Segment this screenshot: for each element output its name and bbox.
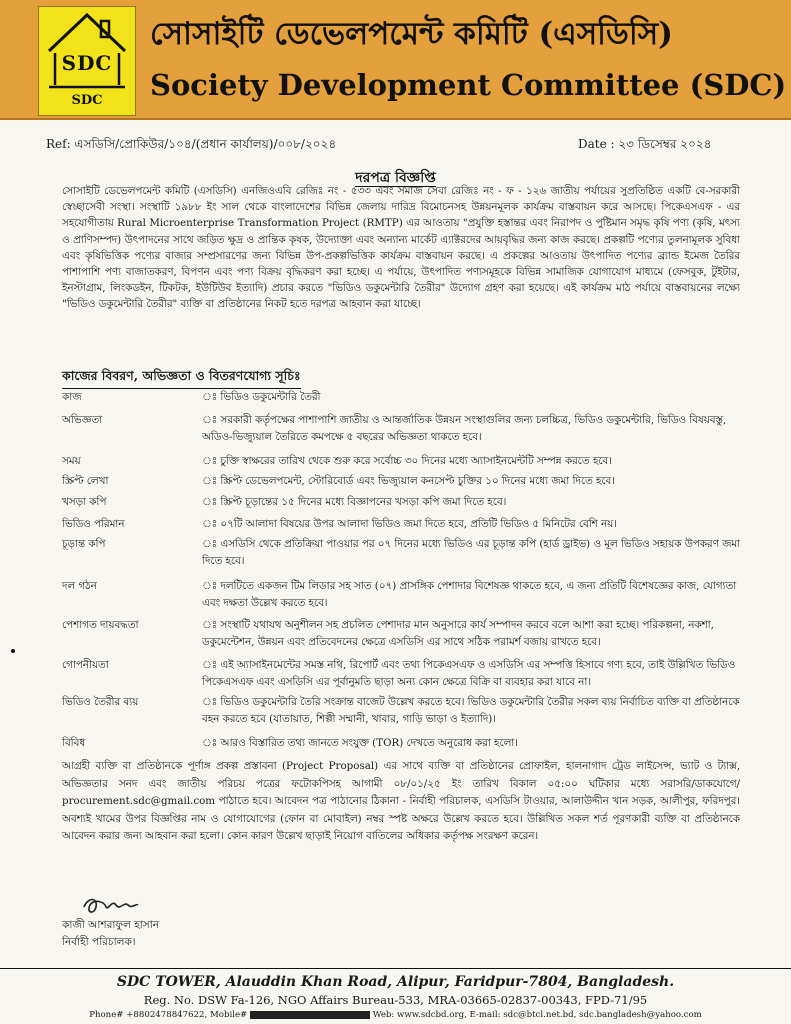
sdc-logo bbox=[38, 6, 136, 116]
spec-value: ঃ স্ক্রিপ্ট চূড়ান্তের ১৫ দিনের মধ্যে বিজ্ঞাপনের খসড়া কপি জমা দিতে হবে। bbox=[202, 496, 507, 508]
spec-label: দল গঠন bbox=[62, 580, 97, 592]
margin-mark bbox=[11, 649, 15, 653]
spec-value: ঃ সরকারী কর্তৃপক্ষের পাশাপাশি জাতীয় ও আন্তর্জাতিক উন্নয়ন সংস্থাগুলির জন্য চলচ্চিত্র, ভিডিও ডকুমেন্টারি, ভিডিও বিষয়বস্তু, অডিও-ভিজ্যুয়াল তৈরিতে কমপক্ষে ৫ বছরের অভিজ্ঞতা থাকতে হবে। bbox=[202, 414, 727, 443]
signatory-name: কাজী আশরাফুল হাসান bbox=[62, 919, 160, 931]
logo-caption: SDC bbox=[71, 93, 103, 108]
org-name-english: Society Development Committee (SDC) bbox=[150, 68, 787, 102]
spec-label: ভিডিও তৈরীর ব্যয় bbox=[62, 696, 139, 708]
logo-text: SDC bbox=[61, 51, 113, 75]
footer-web-email: Web: www.sdcbd.org, E-mail: sdc@btcl.net.bd, sdc.bangladesh@yahoo.com bbox=[372, 1010, 702, 1020]
spec-value: ঃ ভিডিও ডকুমেন্টারি তৈরি সংক্রান্ত বাজেট উল্লেখ করতে হবে। ভিডিও ডকুমেন্টারি তৈরীর সকল ব্যয় নির্বাচিত ব্যক্তি বা প্রতিষ্ঠানকে বহন করতে হবে (যাতায়াত, শিল্পী সম্মানী, খাবার, গাড়ি ভাড়া ও ইত্যাদি)। bbox=[202, 696, 740, 725]
spec-label: খসড়া কপি bbox=[62, 496, 107, 508]
spec-value: ঃ ০৭টি আলাদা বিষয়ের উপর আলাদা ভিডিও জমা দিতে হবে, প্রতিটি ভিডিও ৫ মিনিটের বেশি নয়। bbox=[202, 518, 617, 530]
org-name-bangla: সোসাইটি ডেভেলপমেন্ট কমিটি (এসডিসি) bbox=[150, 16, 673, 52]
section-title: কাজের বিবরণ, অভিজ্ঞতা ও বিতরণযোগ্য সূচিঃ bbox=[62, 368, 301, 389]
spec-label: কাজ bbox=[62, 391, 82, 403]
reference-number: Ref: এসডিসি/প্রোকিউর/১০৪/(প্রধান কার্যালয়)/০০৮/২০২৪ bbox=[46, 137, 337, 151]
issue-date: Date : ২৩ ডিসেম্বর ২০২৪ bbox=[578, 137, 712, 151]
signatory-title: নির্বাহী পরিচালক। bbox=[62, 936, 136, 948]
spec-label: অভিজ্ঞতা bbox=[62, 414, 103, 426]
footer-divider bbox=[0, 968, 791, 969]
spec-label: চূড়ান্ত কপি bbox=[62, 538, 106, 550]
spec-value: ঃ এই অ্যাসাইনমেন্টের সমস্ত নথি, রিপোর্ট এবং তথ্য পিকেএসএফ ও এসডিসি এর সম্পত্তি হিসাবে গণ্য হবে, তাই উল্লিখিত ভিডিও পিকেএসএফ এবং এসডিসি এর পূর্বানুমতি ছাড়া অন্য কোন ক্ষেত্রে বিক্রি বা ব্যবহার করা যাবে না। bbox=[202, 659, 736, 688]
spec-label: গোপনীয়তা bbox=[62, 659, 109, 671]
spec-value: ঃ সংস্থাটি যথাযথ অনুশীলন সহ প্রচলিত পেশাদার মান অনুসারে কার্য সম্পাদন করবে বলে আশা করা হচ্ছে। পরিকল্পনা, নকশা, ডকুমেন্টেশন, উন্নয়ন এবং প্রতিবেদনের ক্ষেত্রে এসডিসি এর সাথে সঠিক পরামর্শ বজায় রাখতে হবে। bbox=[202, 619, 714, 648]
footer-registration: Reg. No. DSW Fa-126, NGO Affairs Bureau-533, MRA-03665-02837-00343, FPD-71/95 bbox=[143, 993, 648, 1007]
signature-image bbox=[80, 893, 140, 921]
spec-value: ঃ ভিডিও ডকুমেন্টারি তৈরী bbox=[202, 391, 321, 403]
letterhead bbox=[0, 0, 791, 120]
spec-label: স্ক্রিপ্ট লেখা bbox=[62, 475, 109, 487]
closing-paragraph: আগ্রহী ব্যক্তি বা প্রতিষ্ঠানকে পূর্ণাঙ্গ প্রকল্প প্রস্তাবনা (Project Proposal) এর সাথে ব্যক্তি বা প্রতিষ্ঠানের প্রোফাইল, হালনাগাদ ট্রেড লাইসেন্স, ভ্যাট ও ট্যাক্স, অভিজ্ঞতার সনদ এবং জাতীয় পরিচয় পত্রের ফটোকপিসহ আগামী ০৮/০১/২৫ ইং তারিখ বিকাল ০৫:০০ ঘটিকার মধ্যে সরাসরি/ডাকযোগে/ procurement.sdc@gmail.com পাঠাতে হবে। আবেদন পত্র পাঠানোর ঠিকানা - নির্বাহী পরিচালক, এসডিসি টাওয়ার, আলাউদ্দীন খান সড়ক, আলীপুর, ফরিদপুর। অবশ্যই খামের উপর বিজ্ঞপ্তির নাম ও যোগাযোগের (ফোন বা মোবাইল) নম্বর স্পষ্ট অক্ষরে উল্লেখ করতে হবে। উল্লিখিত সকল শর্ত পূরণকারী ব্যক্তি বা প্রতিষ্ঠানকে আবেদন করার জন্য আহবান করা হলো। কোন কারণ উল্লেখ ছাড়াই নিয়োগ বাতিলের অধিকার কর্তৃপক্ষ সংরক্ষণ করেন। bbox=[62, 760, 740, 842]
footer-phone: Phone# +8802478847622, Mobile# bbox=[89, 1010, 248, 1020]
spec-value: ঃ আরও বিস্তারিত তথ্য জানতে সংযুক্ত (TOR) দেখতে অনুরোধ করা হলো। bbox=[202, 737, 518, 749]
spec-label: পেশাগত দায়বদ্ধতা bbox=[62, 619, 139, 631]
spec-value: ঃ স্ক্রিপ্ট ডেভেলপমেন্ট, স্টোরিবোর্ড এবং ভিজ্যুয়াল কনসেপ্ট চুক্তির ১০ দিনের মধ্যে জমা দিতে হবে। bbox=[202, 475, 615, 487]
spec-label: ভিডিও পরিমান bbox=[62, 518, 125, 530]
footer-address: SDC TOWER, Alauddin Khan Road, Alipur, Faridpur-7804, Bangladesh. bbox=[116, 974, 675, 990]
spec-value: ঃ দলটিতে একজন টিম লিডার সহ সাত (০৭) প্রাসঙ্গিক পেশাদার বিশেষজ্ঞ থাকতে হবে, এ জন্য প্রতিটি বিশেষজ্ঞের কাজ, যোগ্যতা এবং দক্ষতা উল্লেখ করতে হবে। bbox=[202, 580, 737, 609]
spec-value: ঃ এসডিসি থেকে প্রতিক্রিয়া পাওয়ার পর ০৭ দিনের মধ্যে ভিডিও এর চূড়ান্ত কপি (হার্ড ড্রাইভ) ও মূল ভিডিও সহায়ক উপকরণ জমা দিতে হবে। bbox=[202, 538, 740, 567]
notice-title-text: দরপত্র বিজ্ঞপ্তি bbox=[355, 170, 436, 186]
spec-value: ঃ চুক্তি স্বাক্ষরের তারিখ থেকে শুরু করে সর্বোচ্চ ৩০ দিনের মধ্যে অ্যাসাইনমেন্টটি সম্পন্ন করতে হবে। bbox=[202, 455, 612, 467]
spec-label: সময় bbox=[62, 455, 81, 467]
intro-paragraph: সোসাইটি ডেভেলপমেন্ট কমিটি (এসডিসি) এনজিওএবি রেজিঃ নং - ৫৩৩ এবং সমাজ সেবা রেজিঃ নং - ফ - ১২৬ জাতীয় পর্যায়ের সুপ্রতিষ্ঠিত একটি বে-সরকারী স্বেচ্ছাসেবী সংস্থা। সংস্থাটি ১৯৮৮ ইং সাল থেকে বাংলাদেশের বিভিন্ন জেলায় দারিদ্র বিমোচনসহ উন্নয়নমূলক কার্যক্রম বাস্তবায়ন করে আসছে। পিকেএসএফ - এর সহযোগীতায় Rural Microenterprise Transformation Project (RMTP) এর আওতায় "প্রযুক্তি হস্তান্তর এবং নিরাপদ ও পুষ্টিমান সমৃদ্ধ কৃষি পণ্য (কৃষি, মৎস্য ও প্রাণিসম্পদ) উৎপাদনের সাথে জড়িত ক্ষুদ্র ও প্রান্তিক কৃষক, উদ্যোক্তা এবং অন্যান্য মার্কেট এ্যাক্টরদের আয়বৃদ্ধির জন্য কাজ করছে। প্রকল্পটি পণ্যের তুলনামূলক সুবিধা এবং কৃষিভিত্তিক পণ্যের বাজার সম্প্রসারণের জন্য বিভিন্ন উপ-প্রকল্পভিত্তিক কার্যক্রম বাস্তবায়ন করছে। এ প্রকল্পের আওতায় উৎপাদিত পণ্যের ব্র্যান্ড ইমেজ তৈরির পাশাপাশি পণ্য বাজাতকরণ, বিপণন এবং পণ্য বিক্রয় বৃদ্ধিকরণ করা হচ্ছে। এ পর্যায়ে, উৎপাদিত পণ্যসমূহকে বিভিন্ন সামাজিক যোগাযোগ মাধ্যমে (ফেসবুক, টুইটার, ইনস্টাগ্রাম, লিংকডইন, টিকটক, ইউটিউব ইত্যাদি) প্রচার করতে "ভিডিও ডকুমেন্টারি তৈরীর" উদ্যোগ গ্রহণ করা হয়েছে। এই কার্যক্রম মাঠ পর্যায়ে বাস্তবায়নের লক্ষ্যে "ভিডিও ডকুমেন্টারি তৈরীর" ব্যক্তি বা প্রতিষ্ঠানের নিকট হতে দরপত্র আহবান করা যাচ্ছে। bbox=[62, 185, 740, 311]
redacted-number bbox=[250, 1011, 370, 1019]
spec-label: বিবিধ bbox=[62, 737, 86, 749]
footer-contacts bbox=[0, 1010, 791, 1020]
